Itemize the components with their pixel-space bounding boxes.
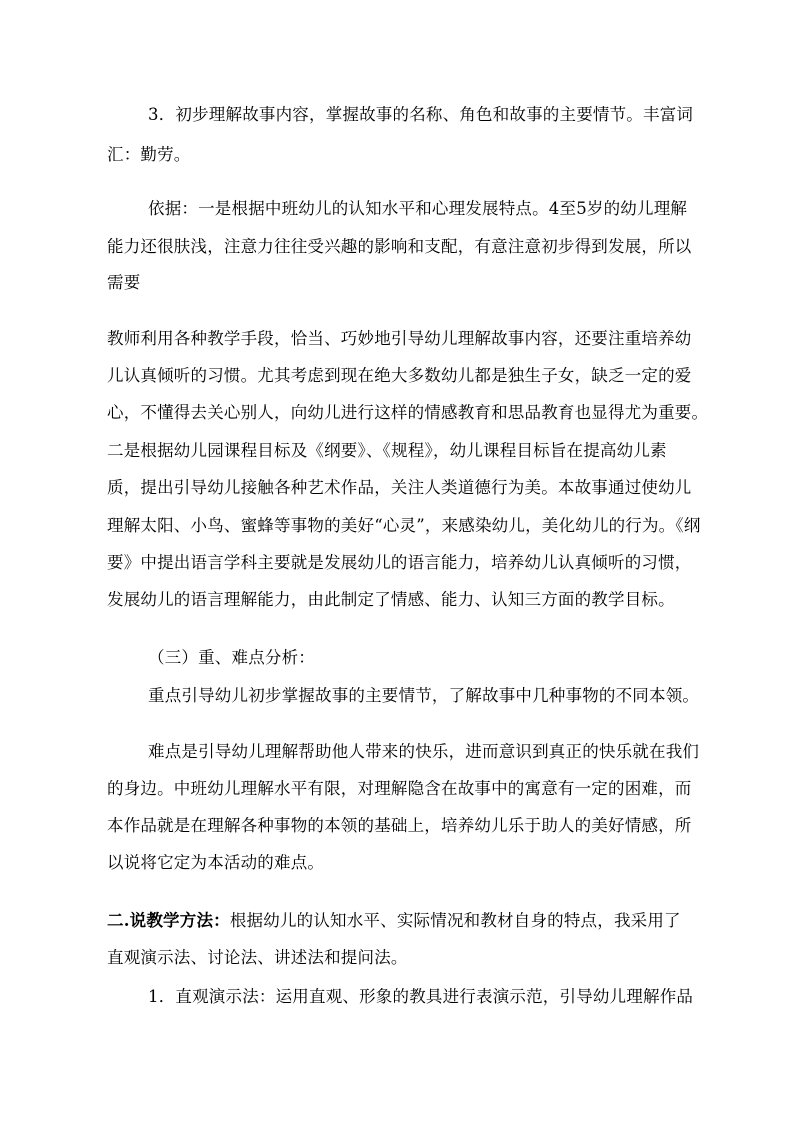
text-line: 二是根据幼儿园课程目标及《纲要》、《规程》，幼儿课程目标旨在提高幼儿素 (107, 441, 667, 460)
text-line: 以说将它定为本活动的难点。 (107, 853, 325, 872)
text-line: 重点引导幼儿初步掌握故事的主要情节，了解故事中几种事物的不同本领。 (148, 686, 700, 705)
text-line: 心，不懂得去关心别人，向幼儿进行这样的情感教育和思品教育也显得尤为重要。 (107, 403, 709, 422)
text-line: 需要 (107, 273, 141, 292)
text-line (107, 910, 681, 932)
text-line: 理解太阳、小鸟、蜜蜂等事物的美好“心灵”，来感染幼儿，美化幼儿的行为。《纲 (107, 516, 701, 535)
text-line: 依据：一是根据中班幼儿的认知水平和心理发展特点。4至5岁的幼儿理解 (148, 199, 688, 218)
text-line: 教师利用各种教学手段，恰当、巧妙地引导幼儿理解故事内容，还要注重培养幼 (107, 329, 692, 348)
section-heading: （三）重、难点分析： (148, 648, 315, 667)
text-line: 难点是引导幼儿理解帮助他人带来的快乐，进而意识到真正的快乐就在我们 (148, 742, 700, 761)
text-line: 3．初步理解故事内容，掌握故事的名称、角色和故事的主要情节。丰富词 (148, 105, 694, 124)
text-line: 的身边。中班幼儿理解水平有限，对理解隐含在故事中的寓意有一定的困难，而 (107, 779, 692, 798)
text-span: 根据幼儿的认知水平、实际情况和教材自身的特点，我采用了 (229, 911, 681, 930)
text-line: 能力还很肤浅，注意力往往受兴趣的影响和支配，有意注意初步得到发展，所以 (107, 237, 692, 256)
text-line: 本作品就是在理解各种事物的本领的基础上，培养幼儿乐于助人的美好情感，所 (107, 816, 692, 835)
text-line: 要》中提出语言学科主要就是发展幼儿的语言能力，培养幼儿认真倾听的习惯， (107, 553, 692, 572)
text-line: 质，提出引导幼儿接触各种艺术作品，关注人类道德行为美。本故事通过使幼儿 (107, 478, 692, 497)
text-line: 直观演示法、讨论法、讲述法和提问法。 (107, 948, 408, 967)
text-line: 发展幼儿的语言理解能力，由此制定了情感、能力、认知三方面的教学目标。 (107, 590, 675, 609)
section-heading: 二.说教学方法： (107, 911, 230, 930)
text-line: 儿认真倾听的习惯。尤其考虑到现在绝大多数幼儿都是独生子女，缺乏一定的爱 (107, 366, 692, 385)
text-line: 1．直观演示法：运用直观、形象的教具进行表演示范，引导幼儿理解作品 (148, 987, 694, 1006)
text-line: 汇：勤劳。 (107, 145, 191, 164)
